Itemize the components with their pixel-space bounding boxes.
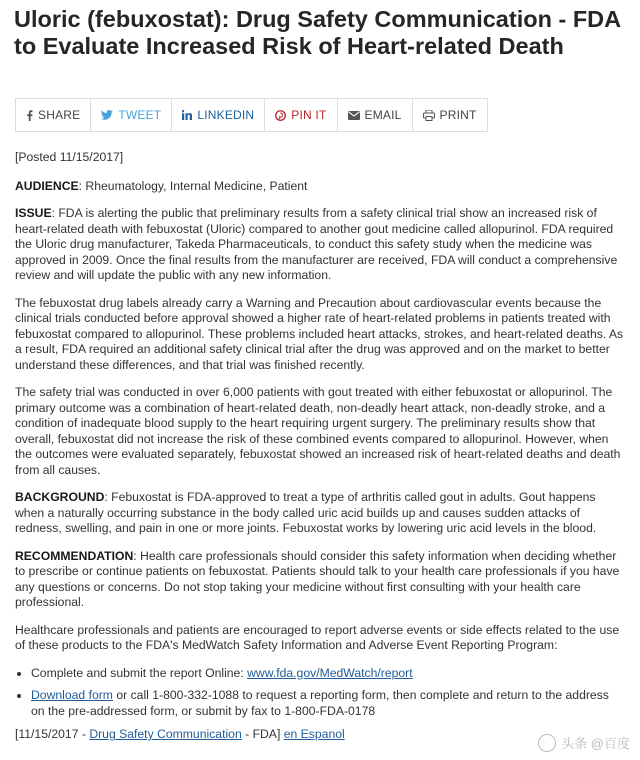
print-button[interactable] <box>413 99 487 131</box>
posted-date: [Posted 11/15/2017] <box>15 150 124 164</box>
recommendation-paragraph <box>15 549 625 611</box>
labels-paragraph: The febuxostat drug labels already carry a Warning and Precaution about cardiovascular events because the clinical trials conducted before approval showed a higher rate of heart-related problems in patients treated with febuxostat compared to allopurinol. These problems included heart attacks, strokes, and heart-related deaths. As a result, FDA required an additional safety clinical trial after the drug was approved and on the market to better understand these differences, and that trial was finished recently. <box>15 295 624 372</box>
recommendation-text: : Health care professionals should consider this safety information when deciding whether to prescribe or continue patients on febuxostat. Patients should talk to your health care professionals if you have any questions or concerns. Do not stop taking your medicine without first consulting with your health care professional. <box>15 548 620 609</box>
recommendation-label: RECOMMENDATION <box>15 548 134 563</box>
audience-label: AUDIENCE <box>15 178 79 193</box>
share-label: SHARE <box>38 108 81 122</box>
linkedin-label: LINKEDIN <box>197 108 255 122</box>
page-title: Uloric (febuxostat): Drug Safety Communication - FDA to Evaluate Increased Risk of Heart-related Death <box>14 6 621 59</box>
facebook-icon <box>26 110 33 121</box>
pin-it-label: PIN IT <box>291 108 327 122</box>
background-paragraph <box>15 490 625 537</box>
tweet-label: TWEET <box>118 108 162 122</box>
share-button[interactable] <box>16 99 91 131</box>
download-form-link[interactable]: Download form <box>31 688 113 702</box>
issue-text: : FDA is alerting the public that preliminary results from a safety clinical trial show an increased risk of heart-related death with febuxostat (Uloric) compared to another gout medicine called allopurinol. FDA required the Uloric drug manufacturer, Takeda Pharmaceuticals, to conduct this safety study when the medicine was approved in 2009. Once the final results from the manufacturer are received, FDA will conduct a comprehensive review and will update the public with any new information. <box>15 206 618 282</box>
audience-paragraph <box>15 179 625 195</box>
linkedin-button[interactable] <box>172 99 265 131</box>
report-options-list <box>15 666 625 720</box>
issue-paragraph <box>15 206 625 284</box>
report-paragraph: Healthcare professionals and patients are encouraged to report adverse events or side effects related to the use of these products to the FDA's MedWatch Safety Information and Adverse Event Reporting Program: <box>15 622 620 652</box>
tweet-button[interactable] <box>91 99 172 131</box>
pinterest-icon <box>275 110 286 121</box>
online-report-text: Complete and submit the report Online: <box>31 665 248 680</box>
watermark <box>538 733 630 752</box>
printer-icon <box>423 110 435 121</box>
en-espanol-link[interactable]: en Espanol <box>283 727 345 741</box>
list-item <box>31 688 625 719</box>
audience-text: : Rheumatology, Internal Medicine, Patient <box>78 178 308 193</box>
linkedin-icon <box>182 110 192 120</box>
share-toolbar <box>15 98 488 132</box>
pin-it-button[interactable] <box>265 99 337 131</box>
drug-safety-communication-link[interactable]: Drug Safety Communication <box>89 727 242 741</box>
footer-prefix: [11/15/2017 - <box>15 727 90 741</box>
watermark-logo-icon <box>538 734 556 752</box>
twitter-icon <box>101 110 113 120</box>
issue-label: ISSUE <box>15 206 52 220</box>
medwatch-report-link[interactable]: www.fda.gov/MedWatch/report <box>247 665 413 680</box>
email-label: EMAIL <box>364 108 402 122</box>
article-body <box>15 150 625 755</box>
background-label: BACKGROUND <box>15 490 105 504</box>
background-text: : Febuxostat is FDA-approved to treat a type of arthritis called gout in adults. Gout happens when a naturally occurring substance in the body called uric acid builds up and causes sudden attacks of redness, swelling, and pain in one or more joints. Febuxostat works by lowering uric acid levels in the blood. <box>15 490 597 535</box>
watermark-text: 头条 @百度 <box>561 736 630 751</box>
phone-report-text: or call 1-800-332-1088 to request a reporting form, then complete and return to the address on the pre-addressed form, or submit by fax to 1-800-FDA-0178 <box>31 688 609 718</box>
footer-line <box>15 727 625 743</box>
footer-middle: - FDA] <box>241 727 284 741</box>
email-button[interactable] <box>338 99 413 131</box>
print-label: PRINT <box>439 108 477 122</box>
envelope-icon <box>348 111 360 120</box>
trial-paragraph: The safety trial was conducted in over 6,000 patients with gout treated with either febuxostat or allopurinol. The primary outcome was a combination of heart-related death, non-deadly heart attack, non-deadly stroke, and a condition of inadequate blood supply to the heart requiring urgent surgery. The preliminary results show that overall, febuxostat did not increase the risk of these combined events compared to allopurinol. However, when the outcomes were evaluated separately, febuxostat showed an increased risk of heart-related deaths and death from all causes. <box>15 385 621 477</box>
list-item <box>31 666 625 682</box>
